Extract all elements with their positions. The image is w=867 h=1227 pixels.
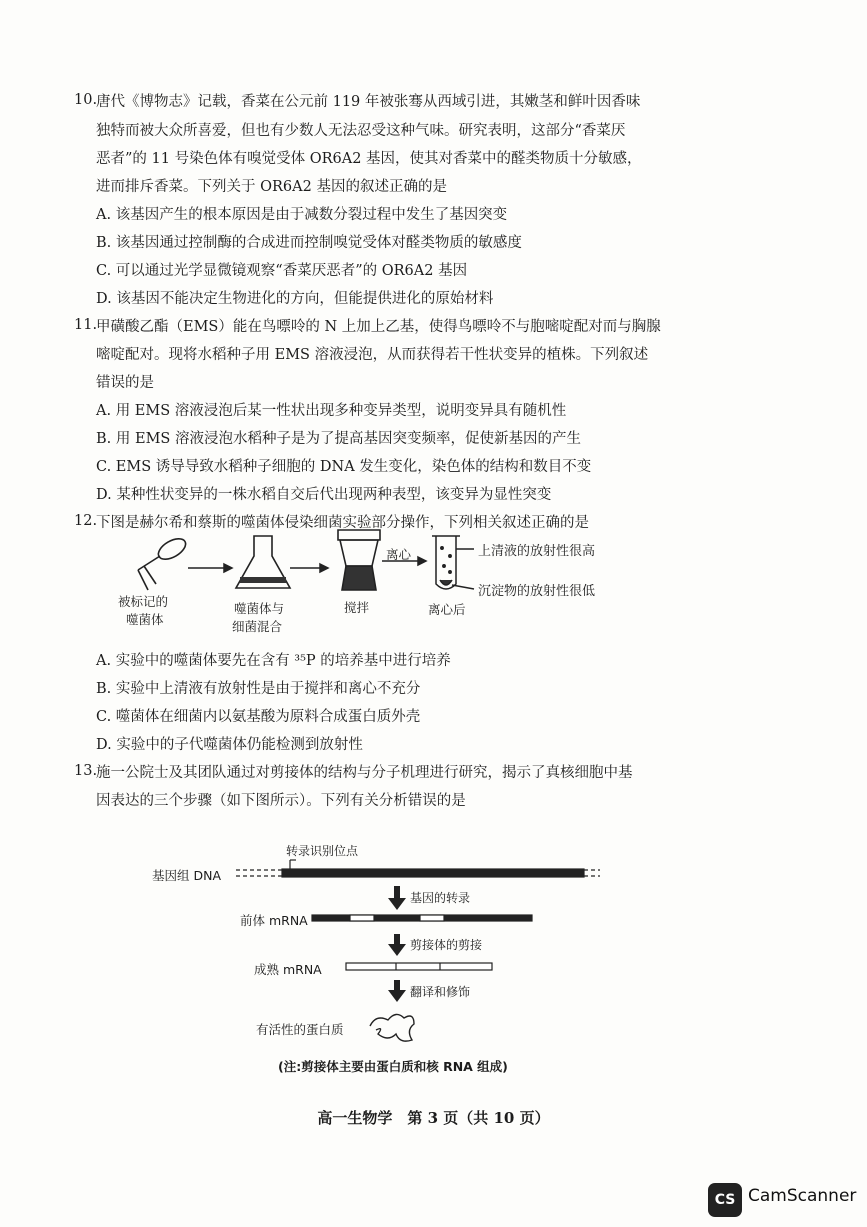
question-13-line-1: 施一公院士及其团队通过对剪接体的结构与分子机理进行研究，揭示了真核细胞中基 — [96, 765, 633, 781]
pre-mrna-label: 前体 mRNA — [240, 913, 308, 928]
mature-mrna-label: 成熟 mRNA — [254, 962, 322, 977]
question-10-option-c: C. 可以通过光学显微镜观察“香菜厌恶者”的 OR6A2 基因 — [96, 263, 468, 279]
figure-note: (注:剪接体主要由蛋白质和核 RNA 组成) — [278, 1059, 508, 1074]
question-11-line-1: 甲磺酸乙酯（EMS）能在鸟嘌呤的 N 上加上乙基，使得鸟嘌呤不与胞嘧啶配对而与胸腺 — [96, 319, 661, 335]
question-12-number: 12. — [74, 513, 98, 529]
mix-label-1: 噬菌体与 — [234, 601, 285, 616]
protein-icon — [370, 1014, 414, 1041]
question-11-option-c: C. EMS 诱导导致水稻种子细胞的 DNA 发生变化，染色体的结构和数目不变 — [96, 459, 592, 475]
labeled-phage-label-1: 被标记的 — [118, 594, 169, 609]
genomic-dna-strand — [236, 860, 600, 877]
active-protein-label: 有活性的蛋白质 — [256, 1022, 344, 1037]
labeled-phage-label-2: 噬菌体 — [126, 612, 164, 627]
question-11-option-a: A. 用 EMS 溶液浸泡后某一性状出现多种变异类型，说明变异具有随机性 — [96, 403, 567, 419]
supernatant-label: 上清液的放射性很高 — [478, 544, 596, 559]
question-10-line-1: 唐代《博物志》记载，香菜在公元前 119 年被张骞从西域引进，其嫩茎和鲜叶因香味 — [96, 94, 641, 110]
question-11-line-3: 错误的是 — [96, 375, 154, 391]
question-13-number: 13. — [74, 763, 98, 779]
transcription-site-label: 转录识别位点 — [286, 844, 359, 858]
mature-mrna-strand — [346, 963, 492, 970]
question-10-option-d: D. 该基因不能决定生物进化的方向，但能提供进化的原始材料 — [96, 291, 494, 307]
stir-label: 搅拌 — [344, 600, 370, 615]
question-10-line-3: 恶者”的 11 号染色体有嗅觉受体 OR6A2 基因，使其对香菜中的醛类物质十分敏感， — [96, 151, 642, 167]
camscanner-watermark: CamScanner — [748, 1186, 857, 1206]
question-11-number: 11. — [74, 317, 98, 333]
question-10-option-a: A. 该基因产生的根本原因是由于减数分裂过程中发生了基因突变 — [96, 207, 508, 223]
question-12-option-b: B. 实验中上清液有放射性是由于搅拌和离心不充分 — [96, 681, 421, 697]
mix-label-2: 细菌混合 — [232, 619, 283, 634]
step-splicing-label: 剪接体的剪接 — [410, 938, 483, 952]
question-11-option-d: D. 某种性状变异的一株水稻自交后代出现两种表型，该变异为显性突变 — [96, 487, 552, 503]
camscanner-logo-icon: CS — [708, 1183, 742, 1217]
question-11-option-b: B. 用 EMS 溶液浸泡水稻种子是为了提高基因突变频率，促使新基因的产生 — [96, 431, 581, 447]
question-10-line-4: 进而排斥香菜。下列关于 OR6A2 基因的叙述正确的是 — [96, 179, 447, 195]
step-transcription-label: 基因的转录 — [410, 891, 471, 905]
centrifuge-arrow-label: 离心 — [386, 547, 412, 562]
after-centrifuge-label: 离心后 — [428, 602, 466, 617]
question-10-option-b: B. 该基因通过控制酶的合成进而控制嗅觉受体对醛类物质的敏感度 — [96, 235, 522, 251]
question-12-option-c: C. 噬菌体在细菌内以氨基酸为原料合成蛋白质外壳 — [96, 709, 421, 725]
step-translation-label: 翻译和修饰 — [410, 985, 471, 999]
pre-mrna-strand — [312, 915, 532, 921]
question-11-line-2: 嘧啶配对。现将水稻种子用 EMS 溶液浸泡，从而获得若干性状变异的植株。下列叙述 — [96, 347, 649, 363]
question-12-option-d: D. 实验中的子代噬菌体仍能检测到放射性 — [96, 737, 363, 753]
question-10-line-2: 独特而被大众所喜爱，但也有少数人无法忍受这种气味。研究表明，这部分“香菜厌 — [96, 123, 626, 139]
question-12-option-a: A. 实验中的噬菌体要先在含有 ³⁵P 的培养基中进行培养 — [96, 653, 451, 669]
sediment-label: 沉淀物的放射性很低 — [478, 584, 596, 599]
question-13-line-2: 因表达的三个步骤（如下图所示）。下列有关分析错误的是 — [96, 793, 466, 809]
genomic-dna-label: 基因组 DNA — [152, 868, 222, 883]
page-footer: 高一生物学 第 3 页（共 10 页） — [317, 1109, 550, 1127]
question-10-number: 10. — [74, 92, 98, 108]
question-12-line-1: 下图是赫尔希和蔡斯的噬菌体侵染细菌实验部分操作，下列相关叙述正确的是 — [96, 515, 589, 531]
